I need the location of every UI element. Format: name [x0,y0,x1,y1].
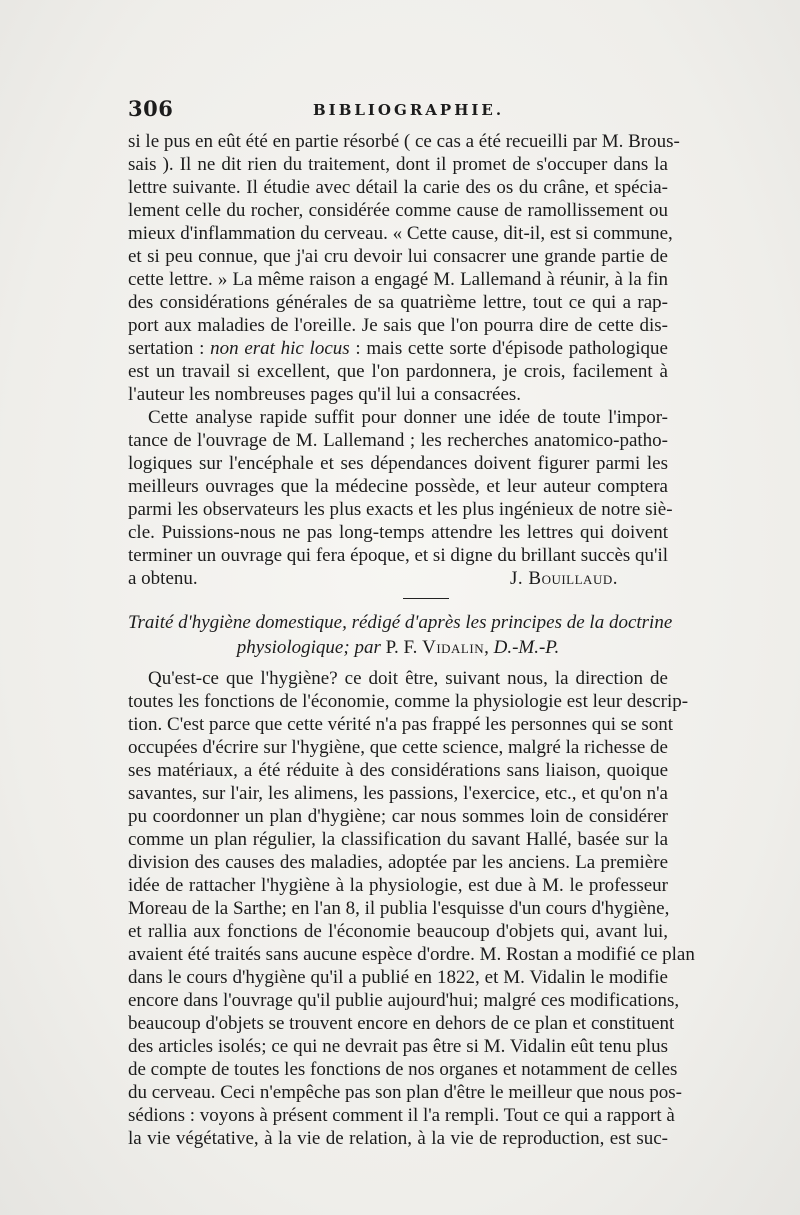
review2-line-2: toutes les fonctions de l'économie, comme la physiologie est leur descrip- [128,691,689,712]
review2-line-12: et rallia aux fonctions de l'économie beaucoup d'objets qui, avant lui, [128,921,668,942]
latin-phrase: non erat hic locus [210,338,350,359]
review2-line-20: sédions : voyons à présent comment il l'a rempli. Tout ce qui a rapport à [128,1105,675,1126]
review2-title-subtitle: physiologique; par [236,637,386,658]
review1-line-9: port aux maladies de l'oreille. Je sais que l'on pourra dire de cette dis- [128,315,668,336]
review1-line-6: et si peu connue, que j'ai cru devoir lui consacrer une grande partie de [128,246,668,267]
review1-line-12: l'auteur les nombreuses pages qu'il lui a consacrées. [128,384,522,405]
review2-author-name: Vidalin [422,637,485,658]
running-title: BIBLIOGRAPHIE. [313,101,505,119]
review2-line-14: dans le cours d'hygiène qu'il a publié en 1822, et M. Vidalin le modifie [128,967,668,988]
review2-line-4: occupées d'écrire sur l'hygiène, que cette science, malgré la richesse de [128,737,668,758]
review1-line-3: lettre suivante. Il étudie avec détail la carie des os du crâne, et spécia- [128,177,668,198]
review2-line-9: division des causes des maladies, adoptée par les anciens. La première [128,852,668,873]
review2-line-18: de compte de toutes les fonctions de nos organes et notamment de celles [128,1059,678,1080]
review1-line-10-start: sertation : [128,338,211,359]
review2-title-line-1: Traité d'hygiène domestique, rédigé d'après les principes de la doctrine [128,612,673,633]
review1-signature-line [128,567,668,591]
review2-title-line-2 [128,635,668,661]
review1-para2-line-3: logiques sur l'encéphale et ses dépendances doivent figurer parmi les [128,453,668,474]
review1-line-7: cette lettre. » La même raison a engagé M. Lallemand à réunir, à la fin [128,269,668,290]
review2-line-6: savantes, sur l'air, les alimens, les passions, l'exercice, etc., et qu'on n'a [128,783,668,804]
review1-line-11: est un travail si excellent, que l'on pardonnera, je crois, facilement à [128,361,668,382]
review2-title-comma: , [484,637,494,658]
review2-line-7: pu coordonner un plan d'hygiène; car nous sommes loin de considérer [128,806,668,827]
review1-line-5: mieux d'inflammation du cerveau. « Cette cause, dit-il, est si commune, [128,223,673,244]
review1-para2-line-2: tance de l'ouvrage de M. Lallemand ; les recherches anatomico-patho- [128,430,668,451]
review2-line-1: Qu'est-ce que l'hygiène? ce doit être, suivant nous, la direction de [148,668,668,689]
review2-line-10: idée de rattacher l'hygiène à la physiologie, est due à M. le professeur [128,875,668,896]
review1-para2-line-1: Cette analyse rapide suffit pour donner une idée de toute l'impor- [148,407,668,428]
review2-author-degree: D.-M.-P. [493,637,560,658]
section-divider [403,598,449,599]
review2-line-19: du cerveau. Ceci n'empêche pas son plan d'être le meilleur que nous pos- [128,1082,682,1103]
review1-line-10-end: : mais cette sorte d'épisode pathologique [349,338,668,359]
review1-closing: a obtenu. [128,568,198,589]
review1-line-1: si le pus en eût été en partie résorbé ( ce cas a été recueilli par M. Brous- [128,131,680,152]
review1-signature: J. Bouillaud. [510,568,618,589]
review1-line-10 [128,337,668,361]
review2-line-17: des articles isolés; ce qui ne devrait pas être si M. Vidalin eût tenu plus [128,1036,668,1057]
review1-line-4: lement celle du rocher, considérée comme cause de ramollissement ou [128,200,668,221]
review2-line-3: tion. C'est parce que cette vérité n'a pas frappé les personnes qui se sont [128,714,673,735]
review2-line-5: ses matériaux, a été réduite à des considérations sans liaison, quoique [128,760,668,781]
review1-line-8: des considérations générales de sa quatrième lettre, tout ce qui a rap- [128,292,668,313]
page-number: 306 [128,96,174,121]
review1-para2-line-7: terminer un ouvrage qui fera époque, et si digne du brillant succès qu'il [128,545,669,566]
review2-line-15: encore dans l'ouvrage qu'il publie aujourd'hui; malgré ces modifications, [128,990,680,1011]
review2-line-8: comme un plan régulier, la classification du savant Hallé, basée sur la [128,829,668,850]
review2-line-16: beaucoup d'objets se trouvent encore en dehors de ce plan et constituent [128,1013,675,1034]
review2-author-initials: P. F. [385,637,423,658]
review1-para2-line-4: meilleurs ouvrages que la médecine possède, et leur auteur comptera [128,476,668,497]
page-header [128,96,668,124]
review2-line-21: la vie végétative, à la vie de relation, à la vie de reproduction, est suc- [128,1128,668,1149]
review1-para2-line-6: cle. Puissions-nous ne pas long-temps attendre les lettres qui doivent [128,522,668,543]
review2-line-13: avaient été traités sans aucune espèce d'ordre. M. Rostan a modifié ce plan [128,944,695,965]
review2-line-11: Moreau de la Sarthe; en l'an 8, il publia l'esquisse d'un cours d'hygiène, [128,898,670,919]
review1-para2-line-5: parmi les observateurs les plus exacts et les plus ingénieux de notre siè- [128,499,673,520]
review1-line-2: sais ). Il ne dit rien du traitement, dont il promet de s'occuper dans la [128,154,668,175]
